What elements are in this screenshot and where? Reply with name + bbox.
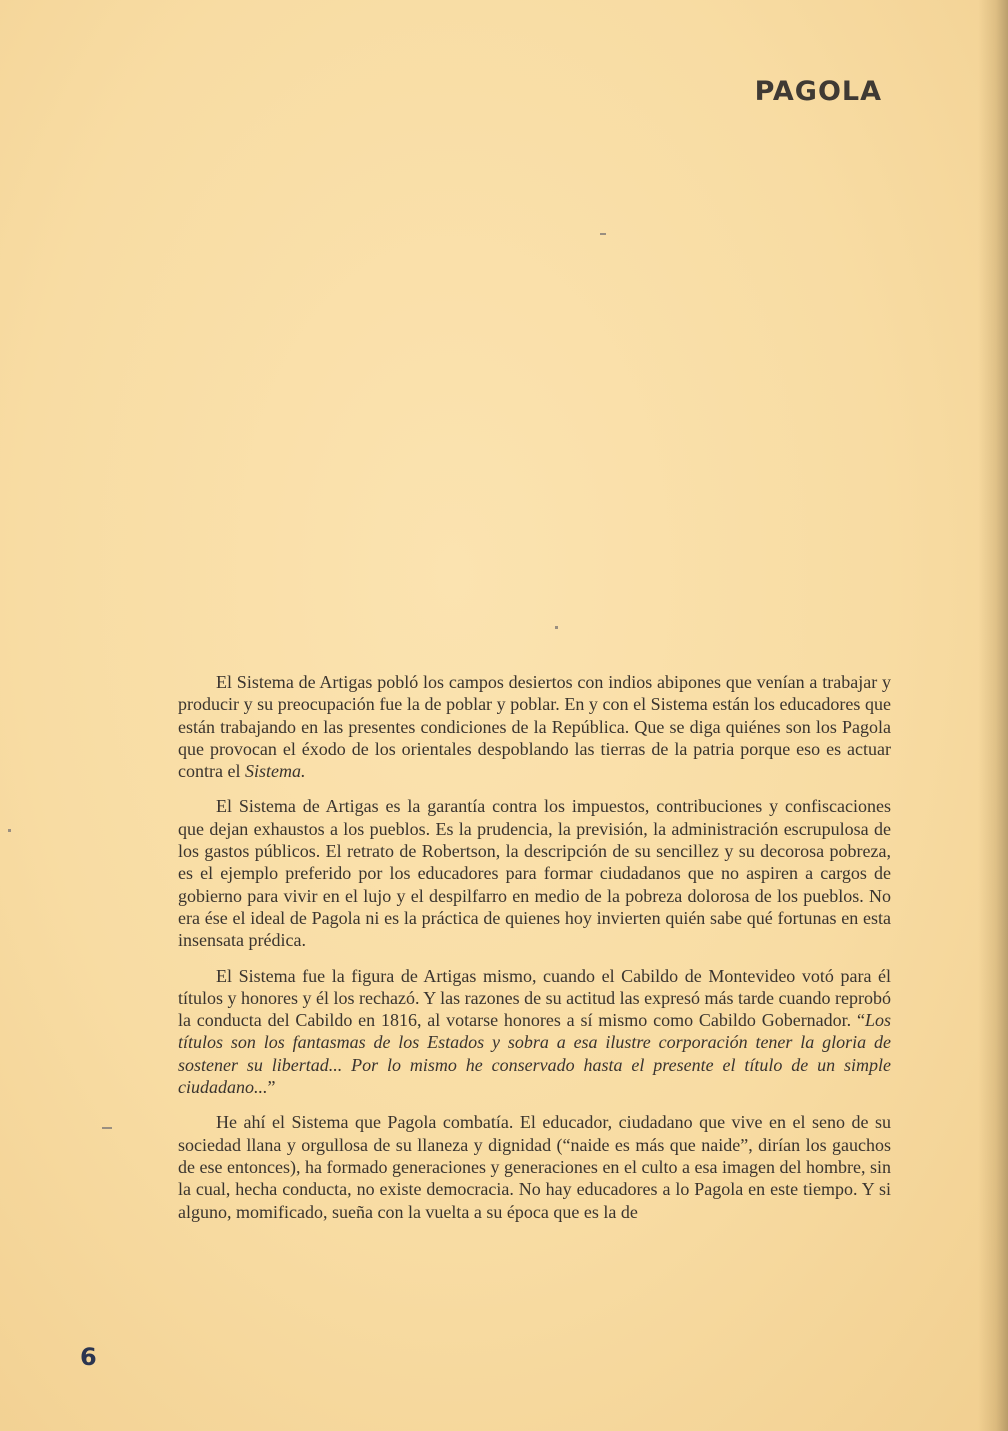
page-edge-shadow [978,0,1008,1431]
paragraph-text: El Sistema fue la figura de Artigas mismo, cuando el Cabildo de Montevideo votó para él títulos y honores y él los rechazó. Y las razones de su actitud las expresó más tarde cuando reprobó la conducta del Cabildo en 1816, al votarse honores a sí mismo como Cabildo Gobernador. “ [178,965,891,1031]
paragraph-text: ” [267,1077,276,1098]
paragraph [178,795,891,951]
body-text [178,671,891,1236]
page-mark [555,626,558,629]
paragraph [178,671,891,782]
paragraph [178,965,891,1099]
paragraph-italic-text: Los títulos son los fantasmas de los Estados y sobra a esa ilustre corporación tener la gloria de sostener su libertad... Por lo mismo he conservado hasta el presente el título de un simple ciudadano... [178,1010,891,1098]
paragraph-text: He ahí el Sistema que Pagola combatía. El educador, ciudadano que vive en el seno de su sociedad llana y orgullosa de su llaneza y dignidad (“naide es más que naide”, dirían los gauchos de ese entonces), ha formado generaciones y generaciones en el culto a esa imagen del hombre, sin la cual, hecha conducta, no existe democracia. No hay educadores a lo Pagola en este tiempo. Y si alguno, momificado, sueña con la vuelta a su época que es la de [178,1112,891,1222]
running-head: PAGOLA [754,76,882,107]
page-mark [8,829,11,832]
paragraph-text: El Sistema de Artigas pobló los campos desiertos con indios abipones que venían a trabajar y producir y su preocupación fue la de poblar y poblar. En y con el Sistema están los educadores que están trabajando en las presentes condiciones de la República. Que se diga quiénes son los Pagola que provocan el éxodo de los orientales despoblando las tierras de la patria porque eso es actuar contra el [178,672,891,782]
page-number: 6 [80,1343,97,1371]
paragraph-text: El Sistema de Artigas es la garantía contra los impuestos, contribuciones y confiscaciones que dejan exhaustos a los pueblos. Es la prudencia, la previsión, la administración escrupulosa de los gastos públicos. El retrato de Robertson, la descripción de su sencillez y su decorosa pobreza, es el ejemplo preferido por los educadores para formar ciudadanos que no aspiren a cargos de gobierno para vivir en el lujo y el despilfarro en medio de la pobreza dolorosa de los pueblos. No era ése el ideal de Pagola ni es la práctica de quienes hoy invierten quién sabe qué fortunas en esta insensata prédica. [178,796,891,951]
paragraph-italic-text: Sistema. [244,761,306,782]
paragraph [178,1111,891,1222]
page-mark [102,1127,112,1129]
page-mark [600,233,606,235]
